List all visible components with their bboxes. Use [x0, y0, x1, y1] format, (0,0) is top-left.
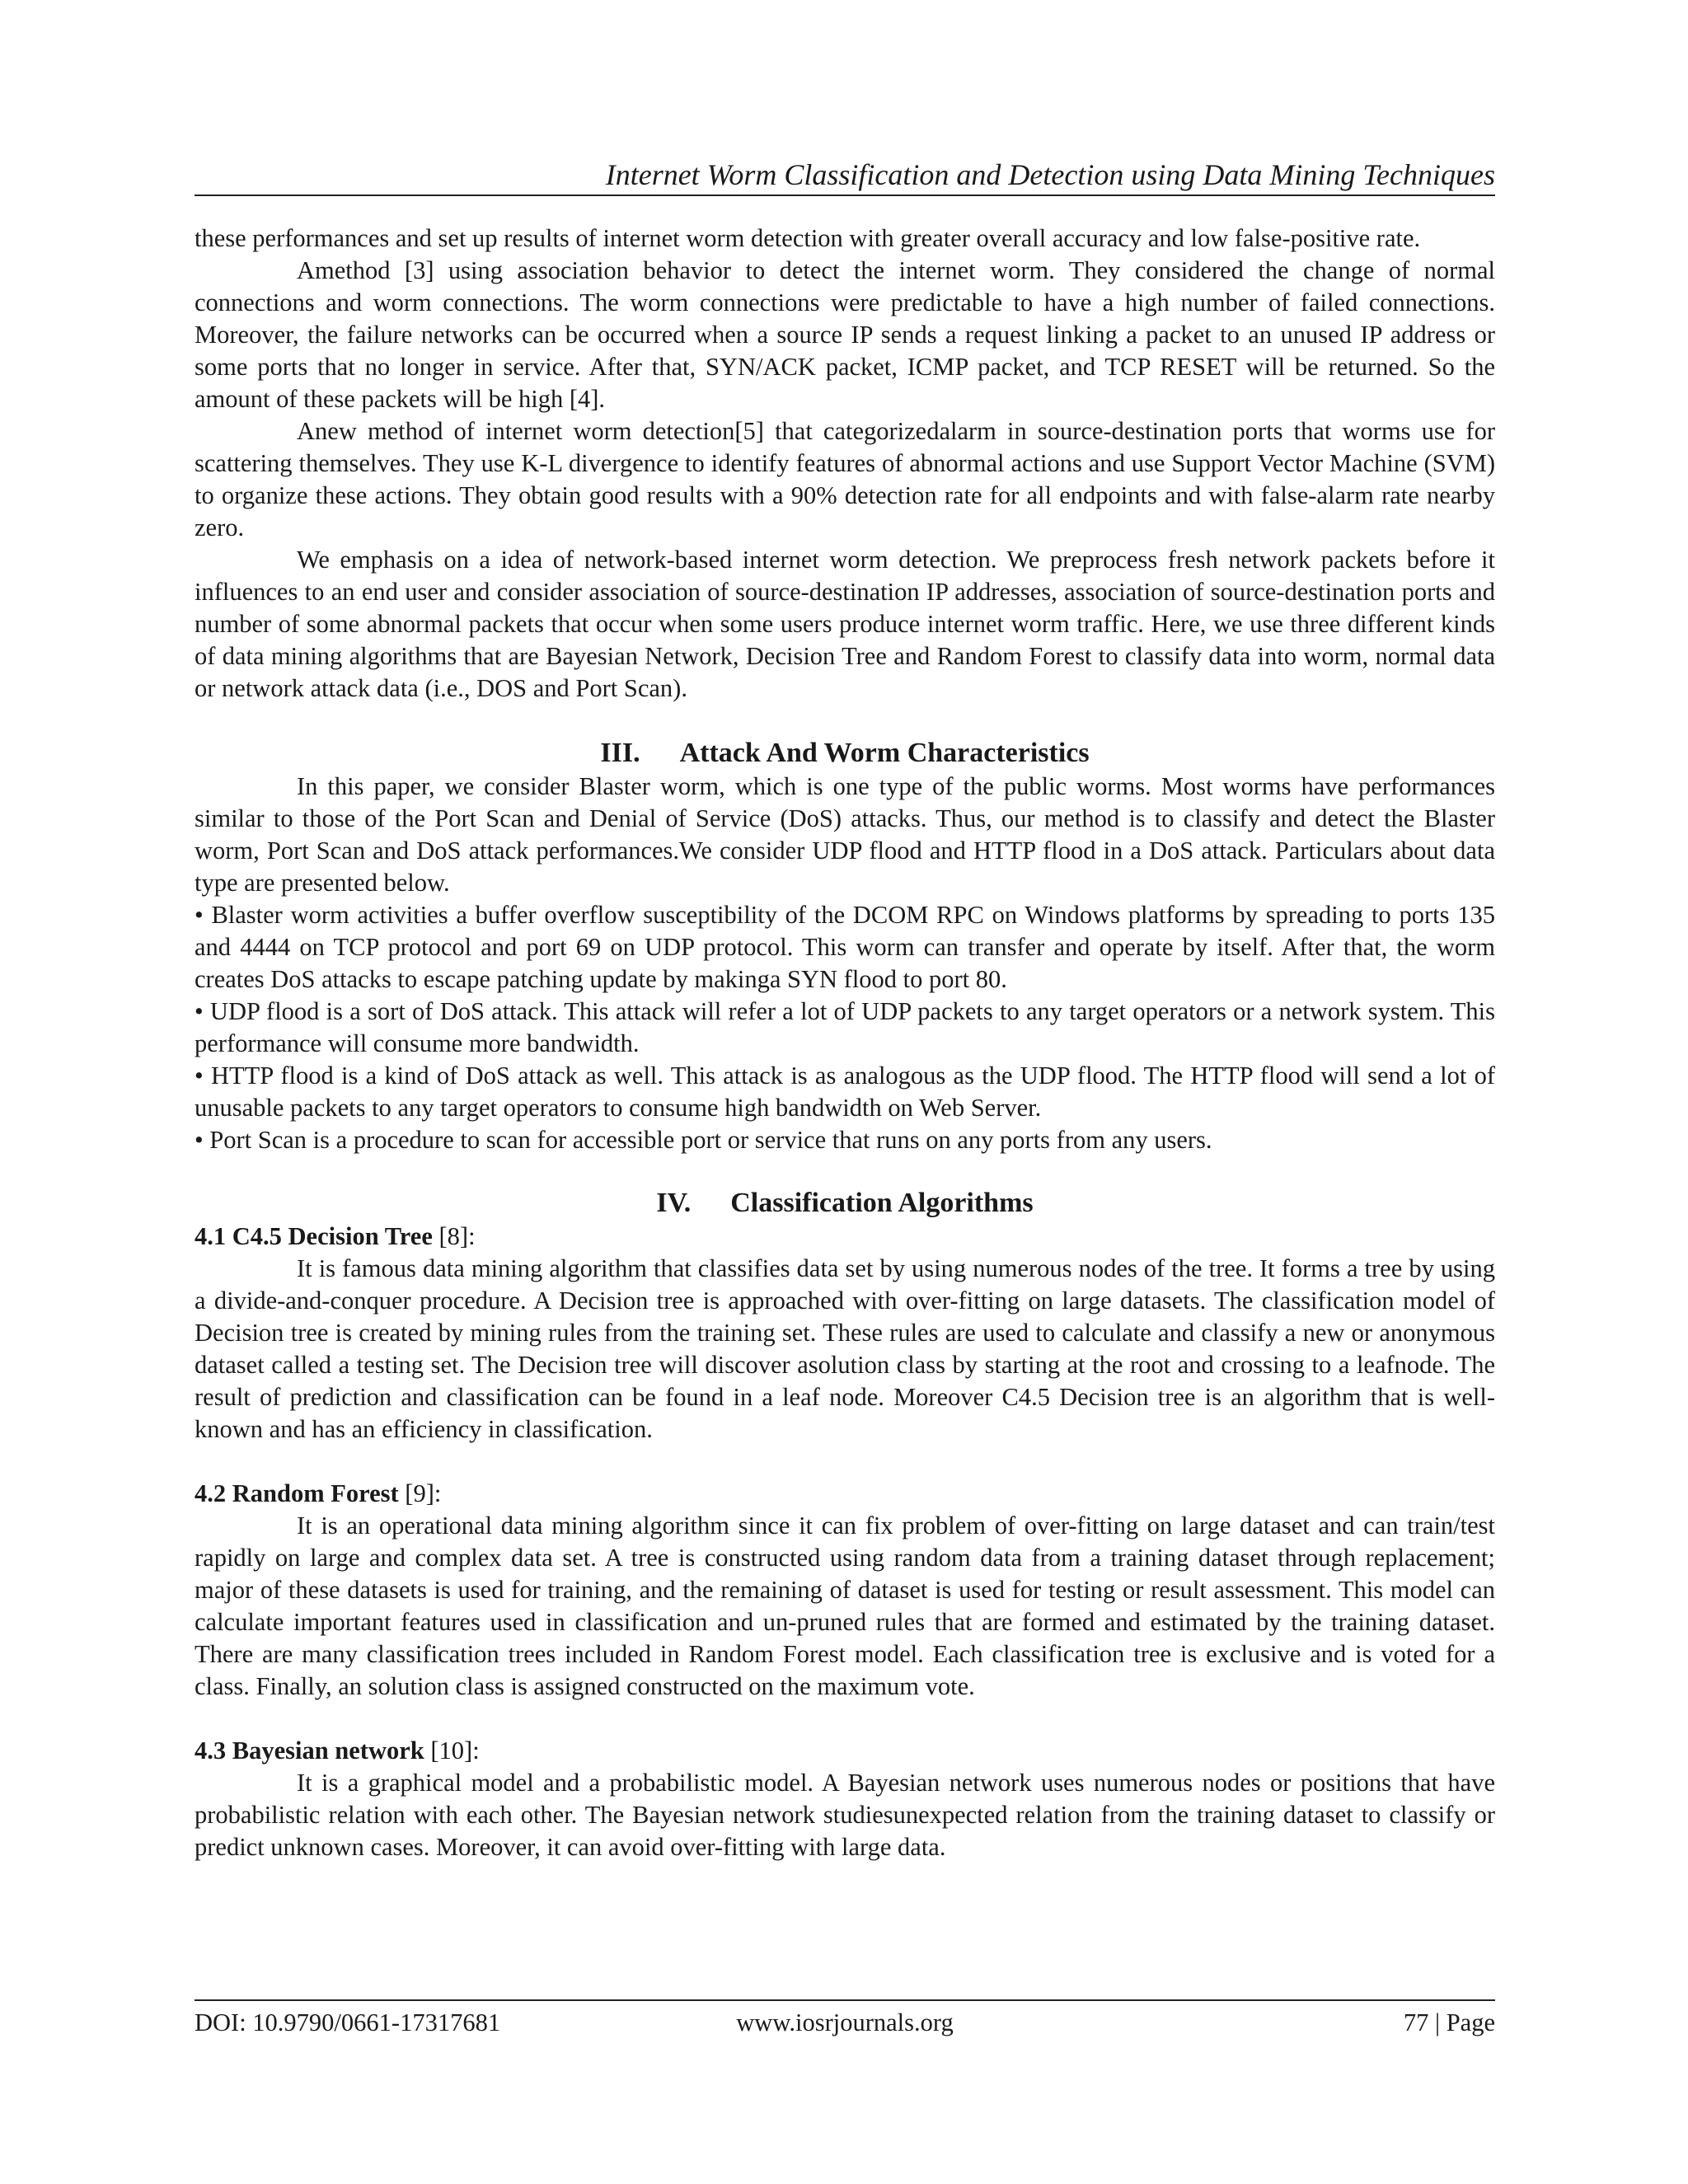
section-title: Attack And Worm Characteristics [679, 738, 1090, 768]
section-heading-3 [195, 736, 1495, 771]
subsection-title: 4.1 C4.5 Decision Tree [195, 1222, 433, 1250]
bullet-udp-flood: • UDP flood is a sort of DoS attack. This attack will refer a lot of UDP packets to any target operators or a network system. This performance will consume more bandwidth. [195, 997, 1495, 1057]
section-heading-4 [195, 1186, 1495, 1221]
paragraph-association-method: Amethod [3] using association behavior to detect the internet worm. They considered the change of normal connections and worm connections. The worm connections were predictable to have a high number of failed connections. Moreover, the failure networks can be occurred when a source IP sends a request linking a packet to an unused IP address or some ports that no longer in service. After that, SYN/ACK packet, ICMP packet, and TCP RESET will be returned. So the amount of these packets will be high [4]. [195, 256, 1495, 413]
section-number: IV. [656, 1188, 692, 1218]
paragraph-decision-tree: It is famous data mining algorithm that classifies data set by using numerous nodes of the tree. It forms a tree by using a divide-and-conquer procedure. A Decision tree is approached with over-fitting on large datasets. The classification model of Decision tree is created by mining rules from the training set. These rules are used to calculate and classify a new or anonymous dataset called a testing set. The Decision tree will discover asolution class by starting at the root and crossing to a leafnode. The result of prediction and classification can be found in a leaf node. Moreover C4.5 Decision tree is an algorithm that is well-known and has an efficiency in classification. [195, 1254, 1495, 1443]
bullet-blaster-worm: • Blaster worm activities a buffer overflow susceptibility of the DCOM RPC on Windows platforms by spreading to ports 135 and 4444 on TCP protocol and port 69 on UDP protocol. This worm can transfer and operate by itself. After that, the worm creates DoS attacks to escape patching update by makinga SYN flood to port 80. [195, 901, 1495, 993]
bullet-http-flood: • HTTP flood is a kind of DoS attack as well. This attack is as analogous as the UDP flood. The HTTP flood will send a lot of unusable packets to any target operators to consume high bandwidth on Web Server. [195, 1062, 1495, 1122]
paragraph-continuation: these performances and set up results of internet worm detection with greater overall accuracy and low false-positive rate. [195, 224, 1421, 252]
footer-website: www.iosrjournals.org [736, 2008, 954, 2036]
paragraph-kl-divergence-method: Anew method of internet worm detection[5] that categorizedalarm in source-destination ports that worms use for scattering themselves. They use K-L divergence to identify features of abnormal actions and use Support Vector Machine (SVM) to organize these actions. They obtain good results with a 90% detection rate for all endpoints and with false-alarm rate nearby zero. [195, 417, 1495, 541]
footer-page-number: 77 | Page [1403, 2008, 1495, 2036]
subsection-heading-random-forest [195, 1478, 1495, 1510]
footer-rule [195, 1999, 1495, 2001]
section-3-intro: In this paper, we consider Blaster worm, which is one type of the public worms. Most worms have performances similar to those of the Port Scan and Denial of Service (DoS) attacks. Thus, our method is to classify and detect the Blaster worm, Port Scan and DoS attack performances.We consider UDP flood and HTTP flood in a DoS attack. Particulars about data type are presented below. [195, 772, 1495, 897]
footer-doi: DOI: 10.9790/0661-17317681 [195, 2008, 501, 2036]
section-title: Classification Algorithms [730, 1188, 1034, 1218]
paragraph-bayesian-network: It is a graphical model and a probabilistic model. A Bayesian network uses numerous nodes or positions that have probabilistic relation with each other. The Bayesian network studiesunexpected relation from the training dataset to classify or predict unknown cases. Moreover, it can avoid over-fitting with large data. [195, 1769, 1495, 1861]
page-footer [195, 2006, 1495, 2039]
subsection-heading-decision-tree [195, 1221, 1495, 1253]
subsection-title: 4.2 Random Forest [195, 1479, 399, 1507]
body-text [195, 223, 1495, 1863]
section-number: III. [600, 738, 640, 768]
paragraph-our-approach: We emphasis on a idea of network-based internet worm detection. We preprocess fresh network packets before it influences to an end user and consider association of source-destination IP addresses, association of source-destination ports and number of some abnormal packets that occur when some users produce internet worm traffic. Here, we use three different kinds of data mining algorithms that are Bayesian Network, Decision Tree and Random Forest to classify data into worm, normal data or network attack data (i.e., DOS and Port Scan). [195, 546, 1495, 702]
citation-ref: [10]: [424, 1736, 480, 1765]
paragraph-random-forest: It is an operational data mining algorithm since it can fix problem of over-fitting on large dataset and can train/test rapidly on large and complex data set. A tree is constructed using random data from a training dataset through replacement; major of these datasets is used for training, and the remaining of dataset is used for testing or result assessment. This model can calculate important features used in classification and un-pruned rules that are formed and estimated by the training dataset. There are many classification trees included in Random Forest model. Each classification tree is exclusive and is voted for a class. Finally, an solution class is assigned constructed on the maximum vote. [195, 1511, 1495, 1700]
citation-ref: [9]: [398, 1479, 442, 1507]
bullet-port-scan: • Port Scan is a procedure to scan for accessible port or service that runs on any ports from any users. [195, 1126, 1212, 1154]
running-header-title: Internet Worm Classification and Detection using Data Mining Techniques [605, 158, 1495, 191]
subsection-heading-bayesian-network [195, 1735, 1495, 1767]
header-rule [195, 194, 1495, 196]
citation-ref: [8]: [432, 1222, 476, 1250]
subsection-title: 4.3 Bayesian network [195, 1736, 424, 1765]
